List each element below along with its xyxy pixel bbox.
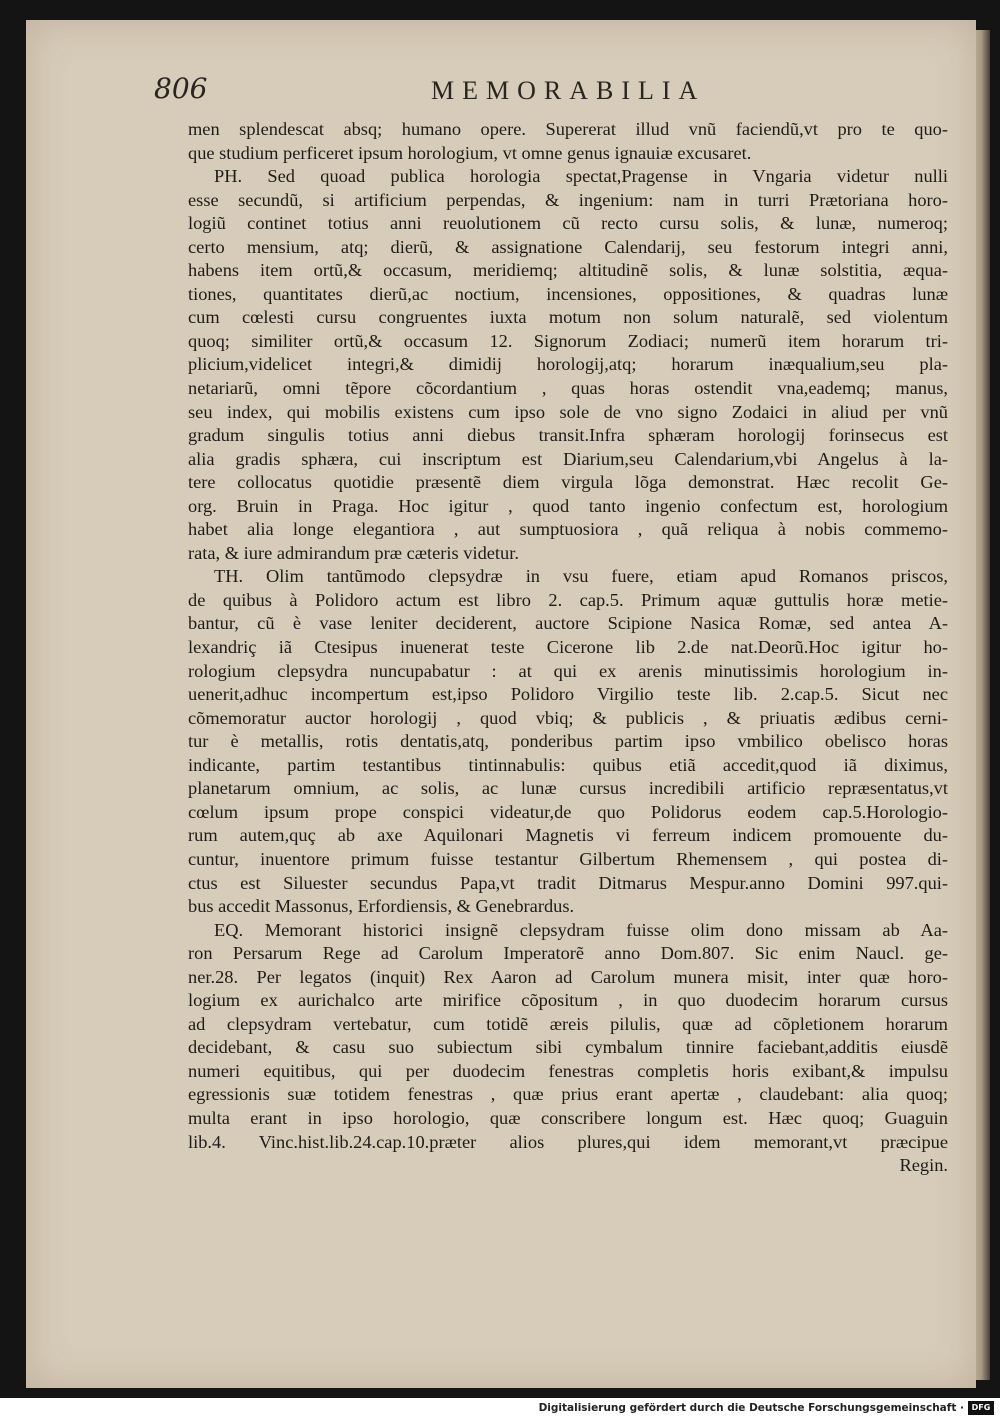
text-line: cuntur, inuentore primum fuisse testantur Gilbertum Rhemensem , qui postea di- <box>188 848 948 869</box>
text-line: habet alia longe elegantiora , aut sumptuosiora , quã reliqua à nobis commemo- <box>188 519 948 540</box>
text-line: EQ. Memorant historici insignẽ clepsydram fuisse olim dono missam ab Aa- <box>214 919 948 940</box>
text-line: habens item ortũ,& occasum, meridiemq; altitudinẽ solis, & lunæ solstitia, æqua- <box>188 260 948 281</box>
text-line: ron Persarum Rege ad Carolum Imperatorẽ anno Dom.807. Sic enim Naucl. ge- <box>188 943 948 964</box>
text-line: tur è metallis, rotis dentatis,atq, ponderibus partim ipso vmbilico obelisco horas <box>188 731 948 752</box>
text-line: TH. Olim tantũmodo clepsydræ in vsu fuere, etiam apud Romanos priscos, <box>214 566 948 587</box>
text-line: lexandriç iã Ctesipus inuenerat teste Cicerone lib 2.de nat.Deorũ.Hoc igitur ho- <box>188 637 948 658</box>
text-line: numeri equitibus, qui per duodecim fenestras completis horis exibant,& impulsu <box>188 1060 948 1081</box>
text-line: ctus est Siluester secundus Papa,vt tradit Ditmarus Mespur.anno Domini 997.qui- <box>188 872 948 893</box>
text-line: lib.4. Vinc.hist.lib.24.cap.10.præter alios plures,qui idem memorant,vt præcipue <box>188 1131 948 1152</box>
body-text <box>188 118 948 1178</box>
text-line: multa erant in ipso horologio, quæ conscribere longum est. Hæc quoq; Guaguin <box>188 1107 948 1128</box>
text-line: rata, & iure admirandum præ cæteris videtur. <box>188 542 519 563</box>
text-line: planetarum omnium, ac solis, ac lunæ cursus incredibili artificio repræsentatus,vt <box>188 778 948 799</box>
text-line: bantur, cũ è vase leniter deciderent, auctore Scipione Nasica Romæ, sed antea A- <box>188 613 948 634</box>
text-line: seu index, qui mobilis existens cum ipso sole de vno signo Zodaici in aliud per vnũ <box>188 401 948 422</box>
catchword: Regin. <box>899 1155 948 1176</box>
running-title: MEMORABILIA <box>431 76 706 105</box>
text-line: PH. Sed quoad publica horologia spectat,Pragense in Vngaria videtur nulli <box>214 166 948 187</box>
text-line: cœlum ipsum prope conspici videatur,de quo Polidorus eodem cap.5.Horologio- <box>188 801 948 822</box>
text-line: cum cœlesti cursu congruentes iuxta motum non solum naturalẽ, sed violentum <box>188 307 948 328</box>
text-line: tiones, quantitates dierũ,ac noctium, incensiones, oppositiones, & quadras lunæ <box>188 283 948 304</box>
text-line: men splendescat absq; humano opere. Supererat illud vnũ faciendũ,vt pro te quo- <box>188 119 948 139</box>
running-head <box>26 72 976 112</box>
text-line: alia gradis sphæra, cui inscriptum est Diarium,seu Calendarium,vbi Angelus à la- <box>188 448 948 469</box>
text-line: quoq; similiter ortũ,& occasum 12. Signorum Zodiaci; numerũ item horarum tri- <box>188 330 948 351</box>
text-line: esse secundũ, si artificium perpendas, & ingenium: nam in turri Prætoriana horo- <box>188 189 948 210</box>
text-line: gradum singulis totius anni diebus transit.Infra sphæram horologij forinsecus est <box>188 425 948 446</box>
digitization-credit: Digitalisierung gefördert durch die Deutsche Forschungsgemeinschaft · <box>538 1402 964 1414</box>
text-line: rum autem,quç ab axe Aquilonari Magnetis vi ferreum indicem promouente du- <box>188 825 948 846</box>
text-line: ad clepsydram vertebatur, cum totidẽ æreis pilulis, quæ ad cõpletionem horarum <box>188 1013 948 1034</box>
text-line: de quibus à Polidoro actum est libro 2. cap.5. Primum aquæ guttulis horæ metie- <box>188 589 948 610</box>
dfg-logo: DFG <box>968 1401 994 1415</box>
text-line: netariarũ, omni tẽpore cõcordantium , quas horas ostendit vna,eademq; manus, <box>188 378 948 399</box>
text-line: bus accedit Massonus, Erfordiensis, & Genebrardus. <box>188 896 575 917</box>
digitization-credit-bar <box>0 1398 1000 1419</box>
text-line: tere collocatus quotidie præsentẽ diem virgula lõga demonstrat. Hæc recolit Ge- <box>188 472 948 493</box>
text-line: plicium,videlicet integri,& dimidij horologij,atq; horarum inæqualium,seu pla- <box>188 354 948 375</box>
text-line: indicante, partim testantibus tintinnabulis: quibus etiã accedit,quod iã diximus, <box>188 754 948 775</box>
book-page <box>26 20 976 1388</box>
text-line: uenerit,adhuc incompertum est,ipso Polidoro Virgilio teste lib. 2.cap.5. Sicut nec <box>188 684 948 705</box>
text-line: que studium perficeret ipsum horologium, vt omne genus ignauiæ excusaret. <box>188 142 752 163</box>
text-line: ner.28. Per legatos (inquit) Rex Aaron ad Carolum munera misit, inter quæ horo- <box>188 966 948 987</box>
text-line: cõmemoratur auctor horologij , quod vbiq; & publicis , & priuatis ædibus cerni- <box>188 707 948 728</box>
text-line: logium ex aurichalco arte mirifice cõpositum , in quo duodecim horarum cursus <box>188 990 948 1011</box>
text-line: egressionis suæ totidem fenestras , quæ prius erant apertæ , claudebant: alia quoq; <box>188 1084 948 1105</box>
text-line: org. Bruin in Praga. Hoc igitur , quod tanto ingenio confectum est, horologium <box>188 495 948 516</box>
text-line: logiũ continet totius anni reuolutionem cũ recto cursu solis, & lunæ, numeroq; <box>188 213 948 234</box>
text-line: certo mensium, atq; dierũ, & assignatione Calendarij, seu festorum integri anni, <box>188 236 948 257</box>
text-line: decidebant, & casu suo subiectum sibi cymbalum tinnire faciebant,additis eiusdẽ <box>188 1037 948 1058</box>
text-line: rologium clepsydra nuncupabatur : at qui ex arenis minutissimis horologium in- <box>188 660 948 681</box>
page-number: 806 <box>154 72 208 105</box>
